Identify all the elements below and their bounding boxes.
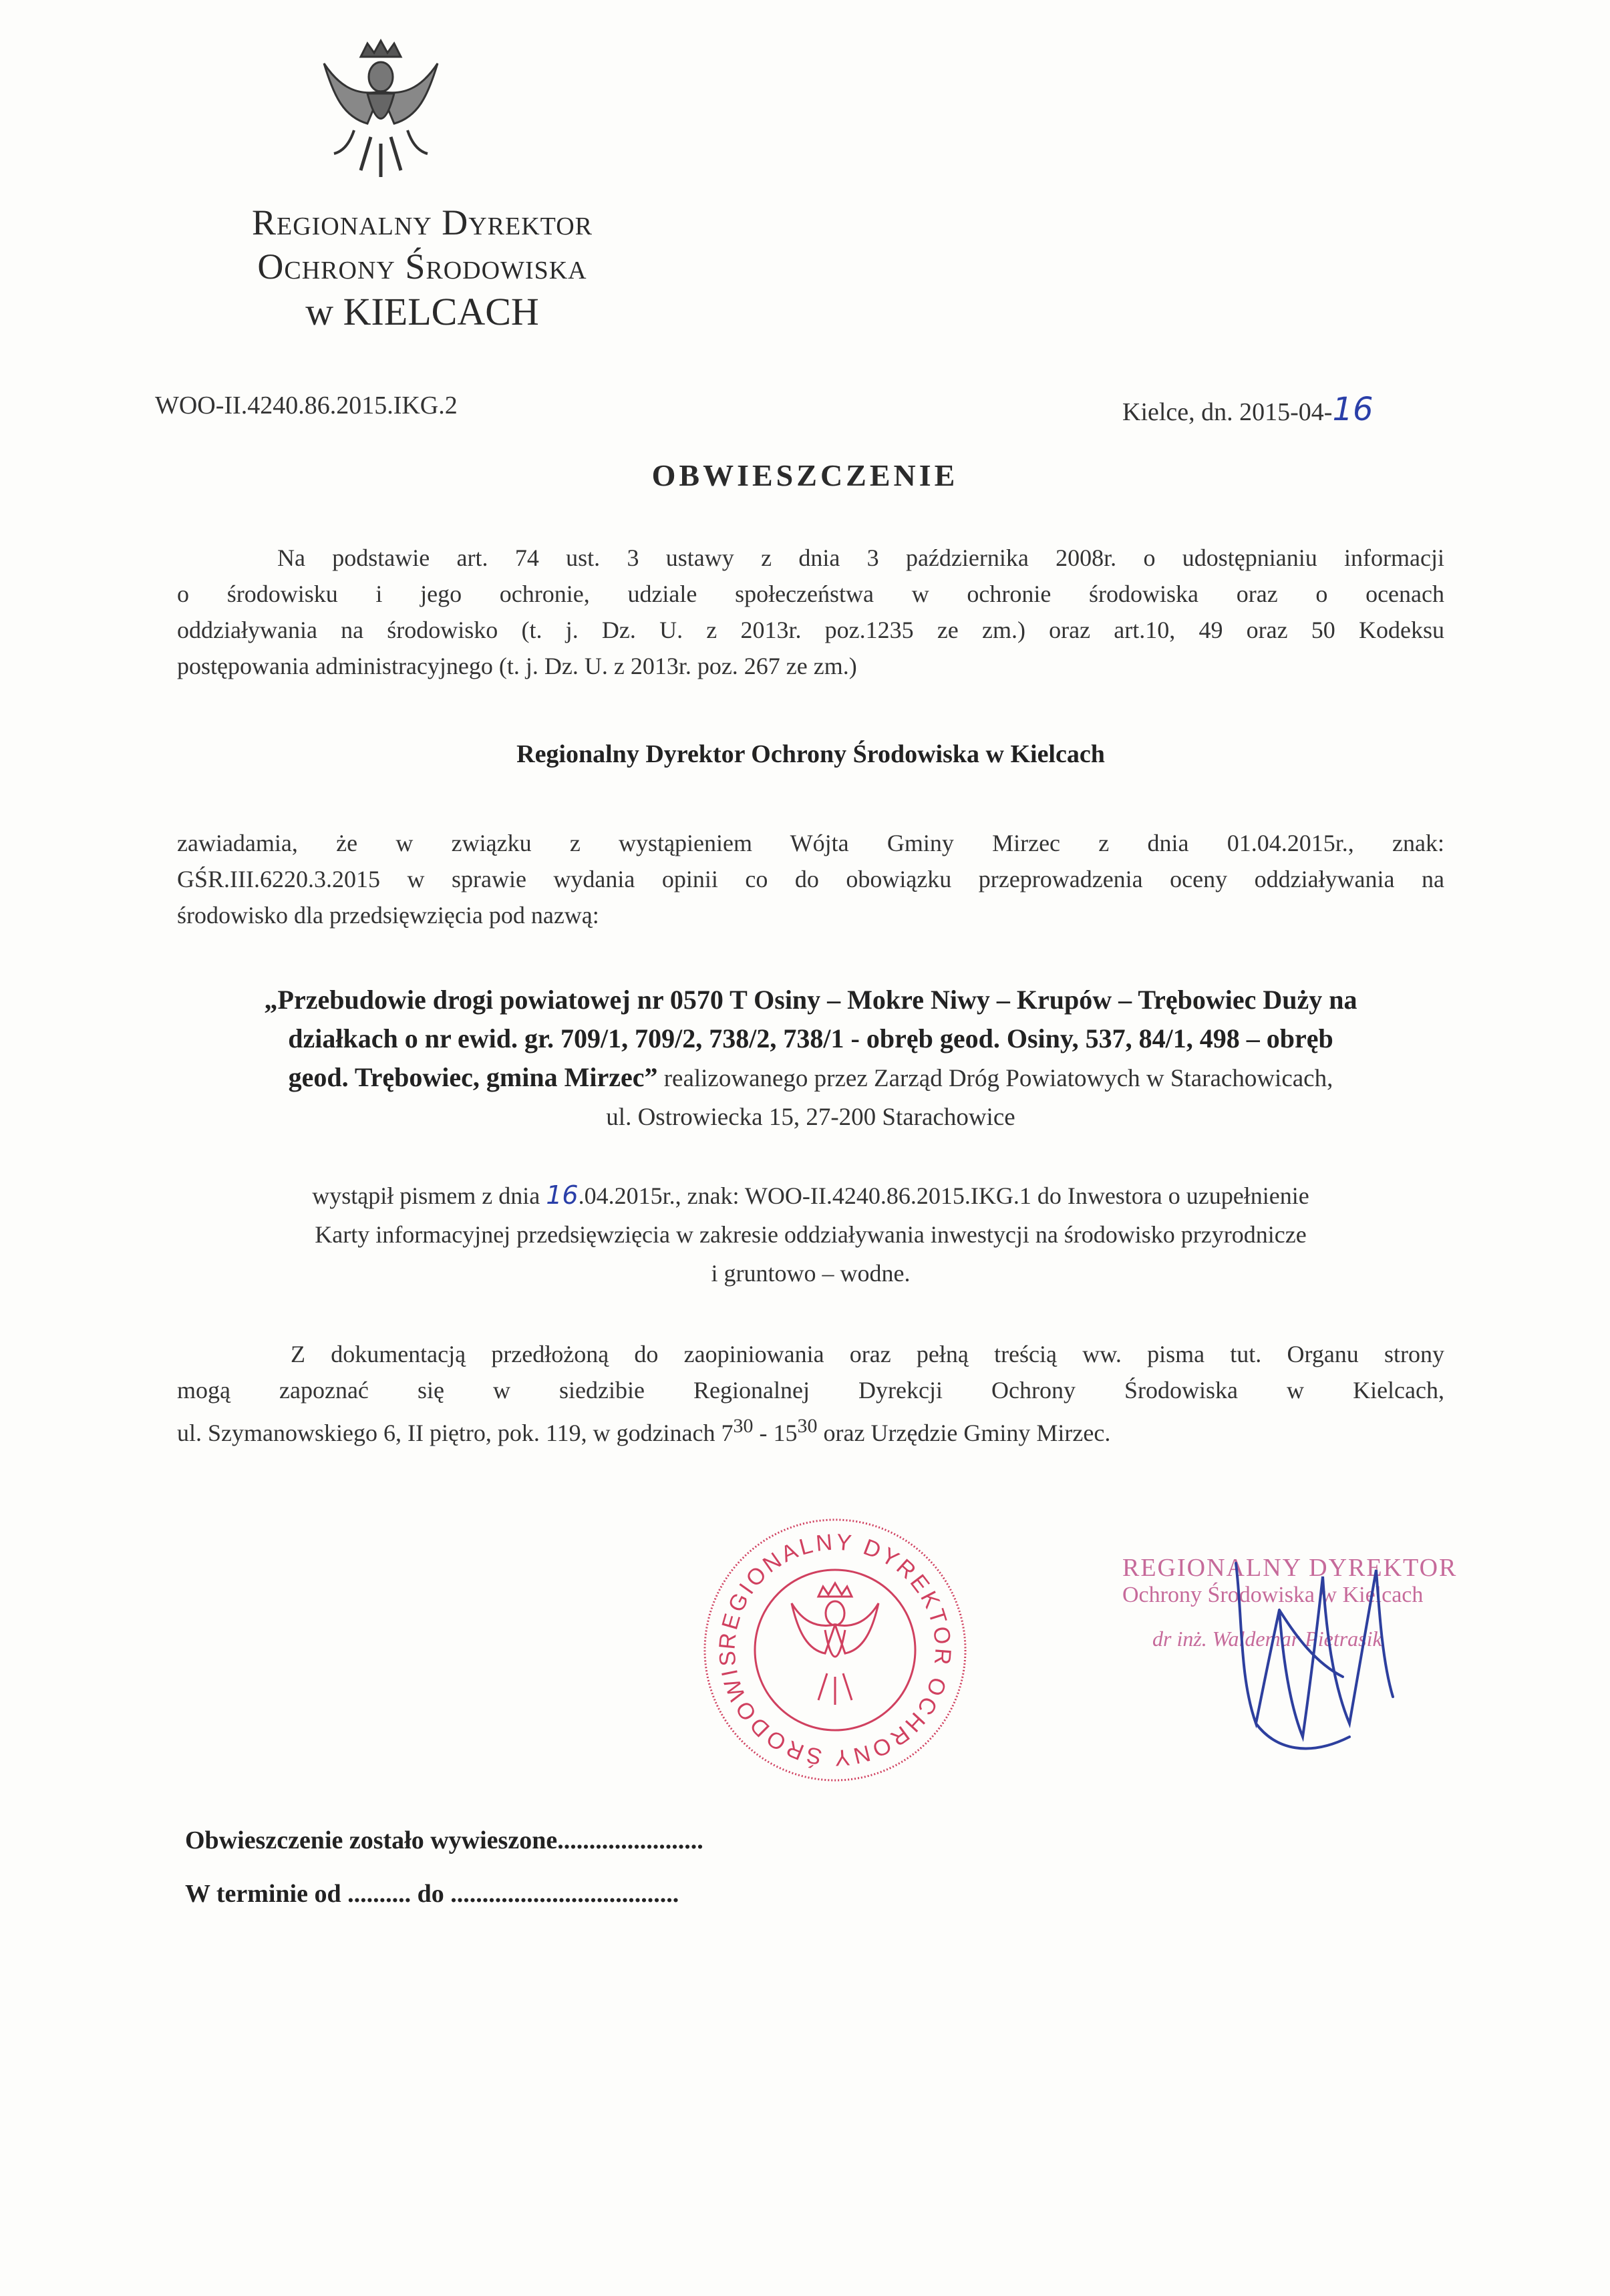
paragraph-line: wystąpił pismem z dnia	[312, 1182, 546, 1209]
handwritten-day: 16	[1332, 391, 1374, 428]
document-reference-number: WOO-II.4240.86.2015.IKG.2	[155, 391, 458, 420]
stamp-title: REGIONALNY DYREKTOR	[1122, 1554, 1458, 1582]
posting-period-line: W terminie od .......... do ....................................	[185, 1880, 679, 1908]
letter-paragraph	[177, 1176, 1444, 1293]
paragraph-line: i gruntowo – wodne.	[711, 1260, 911, 1287]
posting-line: Obwieszczenie zostało wywieszone.......................	[185, 1826, 703, 1854]
documentation-paragraph	[177, 1336, 1444, 1451]
office-text: oraz Urzędzie Gminy Mirzec.	[817, 1420, 1111, 1446]
project-name-block	[177, 981, 1444, 1137]
handwritten-signature	[1216, 1523, 1416, 1764]
project-address: ul. Ostrowiecka 15, 27-200 Starachowice	[606, 1104, 1015, 1131]
project-line: „Przebudowie drogi powiatowej nr 0570 T Osiny – Mokre Niwy – Krupów – Trębowiec Duży na	[264, 985, 1357, 1015]
project-line: geod. Trębowiec, gmina Mirzec”	[288, 1062, 658, 1092]
seal-eagle-icon	[792, 1583, 878, 1705]
paragraph-line: środowisko dla przedsięwzięcia pod nazwą:	[177, 902, 599, 929]
paragraph-line: .04.2015r., znak: WOO-II.4240.86.2015.IKG.1 do Inwestora o uzupełnienie	[578, 1182, 1309, 1209]
national-emblem-icon	[314, 37, 448, 184]
place-date-text: Kielce, dn. 2015-04-	[1122, 398, 1333, 426]
authority-line-3: w KIELCACH	[305, 290, 539, 333]
document-title: OBWIESZCZENIE	[651, 458, 959, 492]
authority-statement: Regionalny Dyrektor Ochrony Środowiska w Kielcach	[516, 740, 1105, 768]
place-and-date	[1122, 391, 1374, 428]
authority-line-1: Regionalny Dyrektor	[251, 202, 593, 242]
project-line: działkach o nr ewid. gr. 709/1, 709/2, 738/2, 738/1 - obręb geod. Osiny, 537, 84/1, 498 – obręb	[288, 1023, 1333, 1053]
hour-from-sup: 30	[733, 1415, 754, 1437]
authority-line-2: Ochrony Środowiska	[257, 247, 587, 287]
paragraph-line: Na podstawie art. 74 ust. 3 ustawy z dnia 3 października 2008r. o udostępnianiu informacji	[277, 544, 1444, 571]
hours-dash: - 15	[753, 1420, 798, 1446]
project-line-rest: realizowanego przez Zarząd Dróg Powiatowych w Starachowicach,	[657, 1065, 1333, 1092]
paragraph-line: GŚR.III.6220.3.2015 w sprawie wydania opinii co do obowiązku przeprowadzenia oceny oddziaływania na	[177, 866, 1444, 892]
paragraph-line: mogą zapoznać się w siedzibie Regionalnej Dyrekcji Ochrony Środowiska w Kielcach,	[177, 1377, 1444, 1404]
issuing-authority-header	[155, 200, 689, 335]
paragraph-line: Z dokumentacją przedłożoną do zaopiniowania oraz pełną treścią ww. pisma tut. Organu strony	[291, 1341, 1444, 1367]
paragraph-line: o środowisku i jego ochronie, udziale społeczeństwa w ochronie środowiska oraz o ocenach	[177, 581, 1444, 607]
hour-to-sup: 30	[797, 1415, 818, 1437]
official-round-seal	[695, 1510, 975, 1790]
paragraph-line: Karty informacyjnej przedsięwzięcia w zakresie oddziaływania inwestycji na środowisko przyrodnicze	[315, 1221, 1307, 1248]
handwritten-day: 16	[546, 1180, 579, 1210]
paragraph-line: oddziaływania na środowisko (t. j. Dz. U. z 2013r. poz.1235 ze zm.) oraz art.10, 49 oraz 50 Kodeksu	[177, 617, 1444, 643]
notification-paragraph	[177, 825, 1444, 933]
paragraph-line	[177, 1408, 1444, 1451]
stamp-signatory: dr inż. Waldemar Pietrasik	[1152, 1627, 1382, 1651]
posting-note	[185, 1814, 703, 1921]
paragraph-line: zawiadamia, że w związku z wystąpieniem Wójta Gminy Mirzec z dnia 01.04.2015r., znak:	[177, 830, 1444, 856]
stamp-office: Ochrony Środowiska w Kielcach	[1122, 1583, 1424, 1607]
legal-basis-paragraph	[177, 540, 1444, 684]
paragraph-line: postępowania administracyjnego (t. j. Dz. U. z 2013r. poz. 267 ze zm.)	[177, 653, 857, 679]
seal-text: REGIONALNY DYREKTOR OCHRONY ŚRODOWIS	[714, 1529, 956, 1771]
address-text: ul. Szymanowskiego 6, II piętro, pok. 119, w godzinach 7	[177, 1420, 734, 1446]
